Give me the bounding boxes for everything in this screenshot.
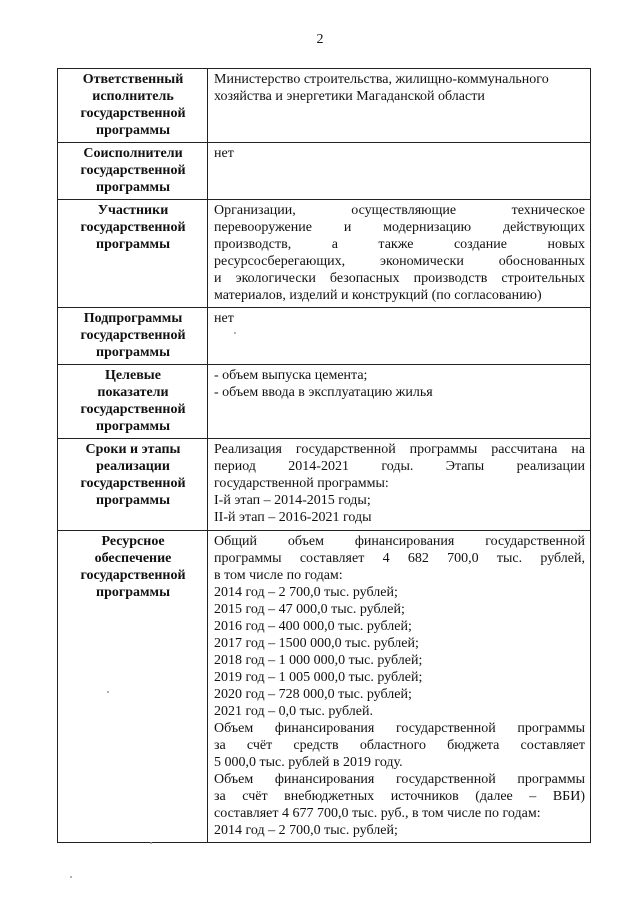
label-line: программы — [96, 419, 170, 434]
value-responsible-executor — [208, 69, 591, 143]
value-subprograms — [208, 308, 591, 365]
value-line: Общий объем финансирования государственной — [214, 534, 585, 549]
value-line: 2015 год – 47 000,0 тыс. рублей; — [214, 602, 405, 617]
label-line: государственной — [80, 328, 186, 343]
label-line: программы — [96, 585, 170, 600]
row-coexecutors — [58, 143, 591, 200]
value-line: Организации, осуществляющие техническое — [214, 203, 585, 218]
label-line: Соисполнители — [83, 146, 183, 161]
value-line: I-й этап – 2014-2015 годы; — [214, 493, 371, 508]
value-line: 2020 год – 728 000,0 тыс. рублей; — [214, 687, 412, 702]
label-line: Подпрограммы — [83, 311, 183, 326]
value-line: программы составляет 4 682 700,0 тыс. рублей, — [214, 551, 585, 566]
label-line: программы — [96, 123, 170, 138]
row-resource-provision — [58, 531, 591, 843]
label-line: программы — [96, 237, 170, 252]
value-coexecutors — [208, 143, 591, 200]
label-coexecutors — [58, 143, 208, 200]
label-line: исполнитель — [92, 89, 174, 104]
value-line: Министерство строительства, жилищно-коммунального — [214, 72, 549, 87]
value-line: ресурсосберегающих, экономически обоснованных — [214, 254, 585, 269]
value-line: - объем ввода в эксплуатацию жилья — [214, 385, 433, 400]
label-participants — [58, 200, 208, 308]
label-line: реализации — [96, 459, 170, 474]
value-line: 2018 год – 1 000 000,0 тыс. рублей; — [214, 653, 423, 668]
value-line: производств, а также создание новых — [214, 237, 585, 252]
value-line: Объем финансирования государственной программы — [214, 772, 585, 787]
page-number: 2 — [316, 32, 324, 47]
value-line: Реализация государственной программы рассчитана на — [214, 442, 585, 457]
label-line: программы — [96, 493, 170, 508]
label-subprograms — [58, 308, 208, 365]
label-line: программы — [96, 345, 170, 360]
label-line: государственной — [80, 106, 186, 121]
scan-speck — [234, 332, 236, 334]
label-line: государственной — [80, 476, 186, 491]
scan-speck — [107, 691, 109, 693]
value-line: II-й этап – 2016-2021 годы — [214, 510, 372, 525]
value-line: нет — [214, 146, 234, 161]
row-terms-and-stages — [58, 439, 591, 531]
value-line: 5 000,0 тыс. рублей в 2019 году. — [214, 755, 403, 770]
value-line: в том числе по годам: — [214, 568, 343, 583]
value-line: 2014 год – 2 700,0 тыс. рублей; — [214, 823, 398, 838]
label-line: государственной — [80, 163, 186, 178]
row-participants — [58, 200, 591, 308]
value-line: 2021 год – 0,0 тыс. рублей. — [214, 704, 373, 719]
label-resource-provision — [58, 531, 208, 843]
value-terms-and-stages — [208, 439, 591, 531]
label-line: Ответственный — [82, 72, 184, 87]
value-line: составляет 4 677 700,0 тыс. руб., в том числе по годам: — [214, 806, 541, 821]
value-line: за счёт внебюджетных источников (далее – ВБИ) — [214, 789, 585, 804]
value-line: перевооружение и модернизацию действующих — [214, 220, 585, 235]
label-target-indicators — [58, 365, 208, 439]
label-line: Участники — [97, 203, 169, 218]
row-responsible-executor — [58, 69, 591, 143]
value-participants — [208, 200, 591, 308]
value-line: 2019 год – 1 005 000,0 тыс. рублей; — [214, 670, 423, 685]
value-line: 2016 год – 400 000,0 тыс. рублей; — [214, 619, 412, 634]
row-subprograms — [58, 308, 591, 365]
label-line: Сроки и этапы — [85, 442, 181, 457]
value-line: период 2014-2021 годы. Этапы реализации — [214, 459, 585, 474]
label-line: обеспечение — [94, 551, 172, 566]
label-responsible-executor — [58, 69, 208, 143]
value-line: и экологически безопасных производств строительных — [214, 271, 585, 286]
label-line: государственной — [80, 568, 186, 583]
label-line: государственной — [80, 402, 186, 417]
label-line: государственной — [80, 220, 186, 235]
value-line: материалов, изделий и конструкций (по согласованию) — [214, 288, 542, 303]
value-line: Объем финансирования государственной программы — [214, 721, 585, 736]
value-line: 2017 год – 1500 000,0 тыс. рублей; — [214, 636, 419, 651]
label-line: Ресурсное — [101, 534, 165, 549]
label-line: программы — [96, 180, 170, 195]
value-line: 2014 год – 2 700,0 тыс. рублей; — [214, 585, 398, 600]
value-resource-provision — [208, 531, 591, 843]
scan-speck — [70, 876, 72, 878]
value-line: за счёт средств областного бюджета составляет — [214, 738, 585, 753]
label-line: Целевые — [105, 368, 161, 383]
label-line: показатели — [97, 385, 169, 400]
value-target-indicators — [208, 365, 591, 439]
program-passport-table — [57, 68, 591, 843]
label-terms-and-stages — [58, 439, 208, 531]
value-line: нет — [214, 311, 234, 326]
value-line: государственной программы: — [214, 476, 389, 491]
row-target-indicators — [58, 365, 591, 439]
value-line: хозяйства и энергетики Магаданской области — [214, 89, 485, 104]
value-line: - объем выпуска цемента; — [214, 368, 368, 383]
scan-speck — [150, 842, 152, 844]
